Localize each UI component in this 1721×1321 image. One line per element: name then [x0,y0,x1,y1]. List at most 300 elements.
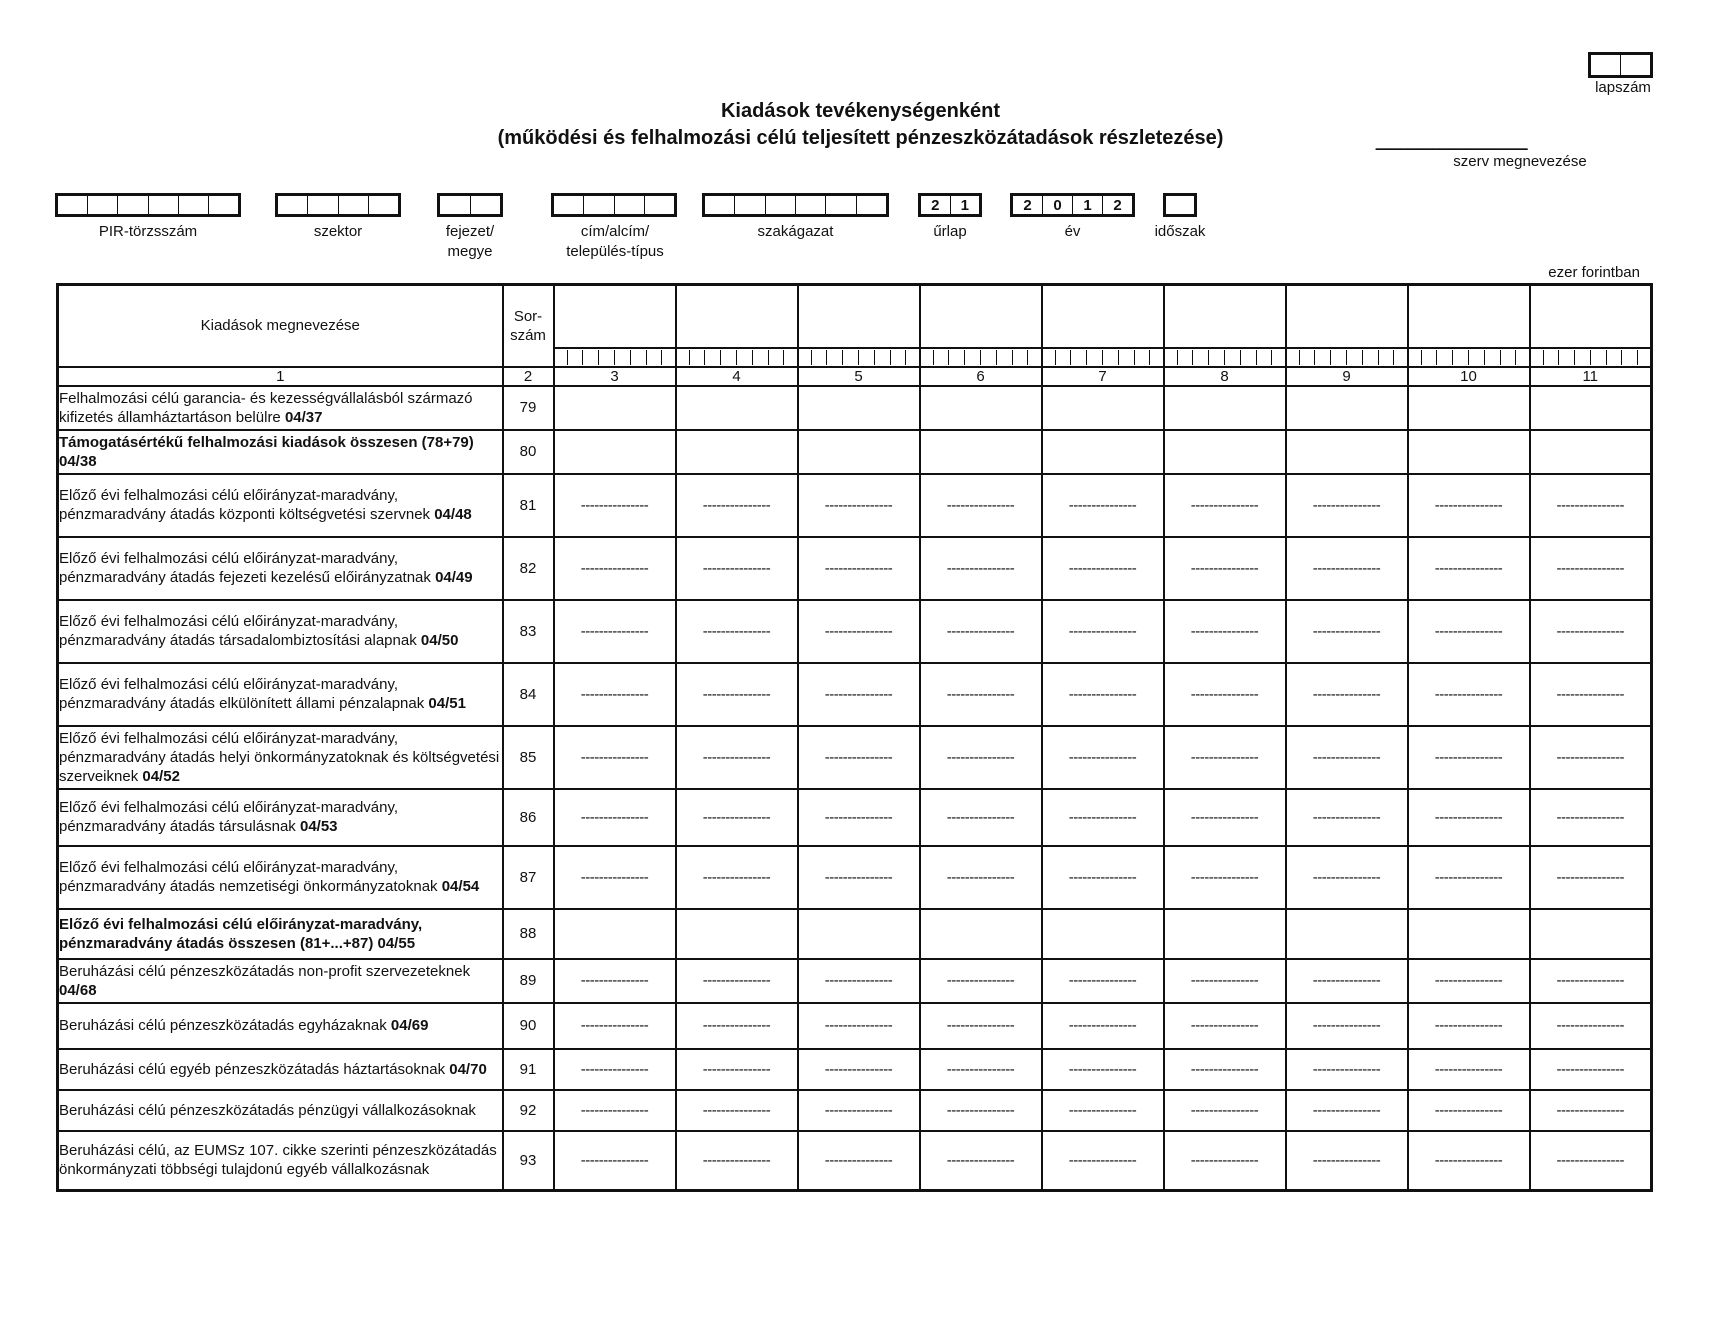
value-cell[interactable] [1042,386,1164,430]
table-row [58,386,1652,430]
header-blank-cell[interactable] [554,285,676,348]
disabled-cell: --------------- [676,1049,798,1090]
disabled-cell: --------------- [676,537,798,600]
row-code: 04/38 [59,452,97,470]
value-cell[interactable] [1530,386,1652,430]
fejezet-label [420,222,520,262]
column-number: 5 [798,367,920,386]
value-cell[interactable] [920,430,1042,474]
row-code: 04/70 [449,1060,487,1078]
row-number: 90 [503,1003,554,1049]
disabled-cell: --------------- [1042,1131,1164,1191]
value-cell[interactable] [1408,430,1530,474]
pir-digit [179,196,209,214]
row-text: Felhalmozási célú garancia- és kezességvállalásból származó kifizetés államháztartáson belülre [59,389,473,426]
disabled-cell: --------------- [920,663,1042,726]
value-cell[interactable] [1042,909,1164,959]
row-label [58,1003,503,1049]
row-text: Beruházási célú egyéb pénzeszközátadás háztartásoknak [59,1060,446,1078]
disabled-cell: --------------- [798,726,920,789]
row-text: Előző évi felhalmozási célú előirányzat-maradvány, pénzmaradvány átadás összesen (81+...+87) [59,915,423,952]
row-label [58,386,503,430]
value-cell[interactable] [1164,386,1286,430]
value-cell[interactable] [1530,430,1652,474]
table-row [58,1049,1652,1090]
fejezet-boxes[interactable] [437,193,503,217]
column-code-cell[interactable] [1042,348,1164,367]
disabled-cell: --------------- [920,600,1042,663]
ev-label: év [1064,223,1081,240]
disabled-cell: --------------- [676,474,798,537]
pir-digit [118,196,148,214]
row-label [58,789,503,846]
urlap-boxes[interactable] [918,193,982,217]
disabled-cell: --------------- [554,1090,676,1131]
disabled-cell: --------------- [798,1003,920,1049]
column-number: 11 [1530,367,1652,386]
row-number: 89 [503,959,554,1003]
disabled-cell: --------------- [1530,789,1652,846]
disabled-cell: --------------- [920,846,1042,909]
idoszak-digit [1166,196,1194,214]
row-label [58,846,503,909]
szakagazat-digit [766,196,796,214]
disabled-cell: --------------- [1286,789,1408,846]
pir-digit [149,196,179,214]
disabled-cell: --------------- [554,1131,676,1191]
disabled-cell: --------------- [1164,1090,1286,1131]
disabled-cell: --------------- [920,959,1042,1003]
value-cell[interactable] [676,430,798,474]
szakagazat-boxes[interactable] [702,193,889,217]
value-cell[interactable] [1408,909,1530,959]
disabled-cell: --------------- [1286,1131,1408,1191]
table-row [58,1131,1652,1191]
column-code-cell[interactable] [1408,348,1530,367]
value-cell[interactable] [798,909,920,959]
disabled-cell: --------------- [1042,789,1164,846]
fejezet-label-line2: megye [447,243,493,260]
row-code: 04/49 [435,569,473,586]
row-text: Előző évi felhalmozási célú előirányzat-maradvány, pénzmaradvány átadás központi költségvetési szervnek [59,487,431,523]
code-tick-boxes [1177,350,1273,365]
row-label [58,430,503,474]
szakagazat-digit [705,196,735,214]
code-tick-boxes [689,350,785,365]
code-tick-boxes [811,350,907,365]
disabled-cell: --------------- [1408,726,1530,789]
disabled-cell: --------------- [920,474,1042,537]
pir-label: PIR-törzsszám [98,223,198,240]
row-text: Beruházási célú pénzeszközátadás egyházaknak [59,1017,387,1034]
disabled-cell: --------------- [1286,1090,1408,1131]
disabled-cell: --------------- [1408,846,1530,909]
table-row [58,600,1652,663]
row-text: Támogatásértékű felhalmozási kiadások összesen (78+79) [59,433,474,451]
lapszam-digit [1621,55,1650,75]
expenditure-table [56,283,1653,1192]
disabled-cell: --------------- [1530,600,1652,663]
value-cell[interactable] [920,386,1042,430]
disabled-cell: --------------- [798,959,920,1003]
row-code: 04/54 [441,878,480,895]
szektor-digit [308,196,338,214]
table-row [58,537,1652,600]
column-code-cell[interactable] [1286,348,1408,367]
disabled-cell: --------------- [1408,1131,1530,1191]
row-number: 91 [503,1049,554,1090]
row-number: 86 [503,789,554,846]
szerv-dashes: ------------------------------------------------ [1375,140,1527,156]
value-cell[interactable] [676,909,798,959]
value-cell[interactable] [920,909,1042,959]
disabled-cell: --------------- [554,789,676,846]
ev-digit: 1 [1073,196,1103,214]
column-number: 8 [1164,367,1286,386]
disabled-cell: --------------- [798,663,920,726]
row-text: Előző évi felhalmozási célú előirányzat-maradvány, pénzmaradvány átadás nemzetiségi önkormányzatoknak [59,859,438,895]
header-sorszam [503,285,554,367]
value-cell[interactable] [1408,386,1530,430]
disabled-cell: --------------- [798,1090,920,1131]
table-row [58,1090,1652,1131]
row-text: Előző évi felhalmozási célú előirányzat-maradvány, pénzmaradvány átadás fejezeti kezelésű előirányzatnak [59,550,431,586]
code-tick-boxes [933,350,1029,365]
szektor-digit [369,196,398,214]
row-code: 04/53 [299,818,338,835]
disabled-cell: --------------- [798,1049,920,1090]
table-row [58,430,1652,474]
disabled-cell: --------------- [676,959,798,1003]
disabled-cell: --------------- [1530,1090,1652,1131]
row-text: Előző évi felhalmozási célú előirányzat-maradvány, pénzmaradvány átadás társulásnak [59,799,399,835]
disabled-cell: --------------- [798,537,920,600]
unit-label: ezer forintban [1548,264,1640,281]
disabled-cell: --------------- [1408,600,1530,663]
header-blank-cell[interactable] [676,285,798,348]
column-number: 9 [1286,367,1408,386]
disabled-cell: --------------- [1042,846,1164,909]
row-label [58,726,503,789]
row-number: 82 [503,537,554,600]
disabled-cell: --------------- [1530,537,1652,600]
disabled-cell: --------------- [1408,537,1530,600]
disabled-cell: --------------- [1164,726,1286,789]
disabled-cell: --------------- [920,537,1042,600]
disabled-cell: --------------- [920,1090,1042,1131]
row-code: 04/51 [428,695,466,712]
row-code: 04/48 [434,506,472,523]
disabled-cell: --------------- [1408,663,1530,726]
disabled-cell: --------------- [676,600,798,663]
disabled-cell: --------------- [1530,726,1652,789]
header-name: Kiadások megnevezése [58,285,503,367]
code-tick-boxes [1055,350,1151,365]
disabled-cell: --------------- [920,1003,1042,1049]
column-number: 7 [1042,367,1164,386]
column-number: 10 [1408,367,1530,386]
table-row [58,789,1652,846]
idoszak-boxes[interactable] [1163,193,1197,217]
urlap-digit: 2 [921,196,951,214]
row-label [58,474,503,537]
code-tick-boxes [567,350,663,365]
cim-digit [584,196,614,214]
disabled-cell: --------------- [1042,537,1164,600]
row-label [58,1131,503,1191]
value-cell[interactable] [1286,909,1408,959]
lapszam-boxes[interactable] [1588,52,1653,78]
disabled-cell: --------------- [1164,1049,1286,1090]
disabled-cell: --------------- [554,726,676,789]
header-blank-cell[interactable] [1042,285,1164,348]
szektor-digit [339,196,369,214]
disabled-cell: --------------- [1164,846,1286,909]
header-blank-cell[interactable] [798,285,920,348]
disabled-cell: --------------- [1408,1003,1530,1049]
disabled-cell: --------------- [1408,474,1530,537]
disabled-cell: --------------- [920,726,1042,789]
row-code: 04/52 [142,767,180,785]
disabled-cell: --------------- [1286,846,1408,909]
urlap-label: űrlap [933,223,967,240]
value-cell[interactable] [1164,430,1286,474]
disabled-cell: --------------- [1164,789,1286,846]
disabled-cell: --------------- [1408,959,1530,1003]
cim-digit [645,196,674,214]
value-cell[interactable] [1530,909,1652,959]
disabled-cell: --------------- [1042,1049,1164,1090]
column-number: 1 [58,367,503,386]
ev-digit: 0 [1043,196,1073,214]
disabled-cell: --------------- [798,474,920,537]
header-blank-cell[interactable] [920,285,1042,348]
cim-digit [615,196,645,214]
row-text: Beruházási célú pénzeszközátadás non-profit szervezeteknek [59,962,471,980]
code-tick-boxes [1299,350,1395,365]
disabled-cell: --------------- [798,846,920,909]
disabled-cell: --------------- [554,600,676,663]
disabled-cell: --------------- [554,1049,676,1090]
page-title: Kiadások tevékenységenként [720,100,1001,122]
pir-digit [88,196,118,214]
table-row [58,959,1652,1003]
header-blank-cell[interactable] [1530,285,1652,348]
row-number: 80 [503,430,554,474]
header-blank-cell[interactable] [1164,285,1286,348]
disabled-cell: --------------- [1286,959,1408,1003]
disabled-cell: --------------- [1286,600,1408,663]
disabled-cell: --------------- [1286,1003,1408,1049]
pir-boxes[interactable] [55,193,241,217]
row-number: 79 [503,386,554,430]
disabled-cell: --------------- [1530,846,1652,909]
disabled-cell: --------------- [1286,537,1408,600]
ev-digit: 2 [1113,196,1122,214]
column-code-cell[interactable] [1164,348,1286,367]
disabled-cell: --------------- [676,789,798,846]
row-code: 04/37 [284,408,323,426]
disabled-cell: --------------- [676,663,798,726]
lapszam-label: lapszám [1595,79,1651,96]
disabled-cell: --------------- [1042,663,1164,726]
disabled-cell: --------------- [1164,600,1286,663]
disabled-cell: --------------- [554,537,676,600]
szektor-digit [278,196,308,214]
disabled-cell: --------------- [1530,1131,1652,1191]
disabled-cell: --------------- [554,663,676,726]
disabled-cell: --------------- [1530,1003,1652,1049]
header-sor-line2: szám [510,326,546,344]
row-number: 85 [503,726,554,789]
lapszam-digit [1591,55,1621,75]
szakagazat-digit [796,196,826,214]
column-number: 3 [554,367,676,386]
table-row [58,846,1652,909]
value-cell[interactable] [1042,430,1164,474]
row-code: 04/50 [420,632,459,649]
code-tick-boxes [1421,350,1517,365]
row-number: 81 [503,474,554,537]
value-cell[interactable] [676,386,798,430]
row-label [58,959,503,1003]
row-text: Beruházási célú pénzeszközátadás pénzügyi vállalkozásoknak [59,1101,476,1119]
disabled-cell: --------------- [1164,959,1286,1003]
column-number: 6 [920,367,1042,386]
disabled-cell: --------------- [1164,1003,1286,1049]
disabled-cell: --------------- [1164,537,1286,600]
fejezet-label-line1: fejezet/ [445,223,495,240]
row-number: 88 [503,909,554,959]
row-code: 04/68 [59,981,97,999]
disabled-cell: --------------- [1042,474,1164,537]
table-row [58,1003,1652,1049]
szektor-boxes[interactable] [275,193,401,217]
page-subtitle: (működési és felhalmozási célú teljesített pénzeszközátadások részletezése) [497,127,1224,149]
row-number: 92 [503,1090,554,1131]
szakagazat-digit [735,196,765,214]
table-row [58,909,1652,959]
disabled-cell: --------------- [554,1003,676,1049]
szakagazat-digit [857,196,886,214]
cim-label [540,222,690,262]
disabled-cell: --------------- [1530,474,1652,537]
column-code-cell[interactable] [920,348,1042,367]
row-number: 87 [503,846,554,909]
column-code-cell[interactable] [798,348,920,367]
header-sor-line1: Sor- [513,307,543,325]
value-cell[interactable] [1286,430,1408,474]
code-tick-boxes [1543,350,1639,365]
disabled-cell: --------------- [676,1090,798,1131]
header-blank-cell[interactable] [1408,285,1530,348]
disabled-cell: --------------- [798,1131,920,1191]
value-cell[interactable] [554,386,676,430]
row-number: 84 [503,663,554,726]
disabled-cell: --------------- [676,1003,798,1049]
header-blank-cell[interactable] [1286,285,1408,348]
disabled-cell: --------------- [676,846,798,909]
value-cell[interactable] [798,430,920,474]
row-text: Előző évi felhalmozási célú előirányzat-maradvány, pénzmaradvány átadás társadalombiztosítási alapnak [59,613,417,649]
row-code: 04/69 [390,1017,429,1034]
row-text: Előző évi felhalmozási célú előirányzat-maradvány, pénzmaradvány átadás helyi önkormányzatoknak és költségvetési szerveiknek [59,729,500,785]
disabled-cell: --------------- [1042,959,1164,1003]
ev-digit: 2 [1013,196,1043,214]
column-number: 4 [676,367,798,386]
disabled-cell: --------------- [1164,1131,1286,1191]
disabled-cell: --------------- [1530,1049,1652,1090]
urlap-digit: 1 [960,196,969,214]
row-text: Beruházási célú, az EUMSz 107. cikke szerinti pénzeszközátadás önkormányzati többségi tulajdonú egyéb vállalkozásnak [59,1142,497,1179]
disabled-cell: --------------- [798,600,920,663]
value-cell[interactable] [798,386,920,430]
disabled-cell: --------------- [1286,1049,1408,1090]
disabled-cell: --------------- [1286,726,1408,789]
disabled-cell: --------------- [676,1131,798,1191]
row-label [58,537,503,600]
table-row [58,663,1652,726]
row-label [58,600,503,663]
cim-digit [554,196,584,214]
disabled-cell: --------------- [920,1131,1042,1191]
cim-label-line2: település-típus [566,243,664,260]
value-cell[interactable] [1164,909,1286,959]
szektor-label: szektor [313,223,363,240]
disabled-cell: --------------- [1042,1003,1164,1049]
disabled-cell: --------------- [1408,1090,1530,1131]
fejezet-digit [440,196,471,214]
value-cell[interactable] [554,909,676,959]
disabled-cell: --------------- [1408,789,1530,846]
column-code-cell[interactable] [1530,348,1652,367]
table-row [58,726,1652,789]
szakagazat-label: szakágazat [757,223,834,240]
disabled-cell: --------------- [554,959,676,1003]
row-text: Előző évi felhalmozási célú előirányzat-maradvány, pénzmaradvány átadás elkülönített állami pénzalapnak [59,676,425,712]
row-number: 83 [503,600,554,663]
row-label [58,663,503,726]
value-cell[interactable] [554,430,676,474]
disabled-cell: --------------- [920,1049,1042,1090]
ev-boxes[interactable] [1010,193,1135,217]
disabled-cell: --------------- [1286,474,1408,537]
value-cell[interactable] [1286,386,1408,430]
disabled-cell: --------------- [798,789,920,846]
disabled-cell: --------------- [1286,663,1408,726]
disabled-cell: --------------- [554,846,676,909]
szerv-label: szerv megnevezése [1453,153,1587,170]
column-code-cell[interactable] [676,348,798,367]
disabled-cell: --------------- [554,474,676,537]
disabled-cell: --------------- [1042,600,1164,663]
cim-boxes[interactable] [551,193,677,217]
disabled-cell: --------------- [1530,663,1652,726]
row-label [58,1090,503,1131]
column-code-cell[interactable] [554,348,676,367]
disabled-cell: --------------- [920,789,1042,846]
disabled-cell: --------------- [1408,1049,1530,1090]
row-code: 04/55 [377,934,416,952]
disabled-cell: --------------- [1042,726,1164,789]
column-number: 2 [503,367,554,386]
disabled-cell: --------------- [1530,959,1652,1003]
idoszak-label: időszak [1154,223,1206,240]
disabled-cell: --------------- [1164,474,1286,537]
pir-digit [58,196,88,214]
disabled-cell: --------------- [1042,1090,1164,1131]
disabled-cell: --------------- [1164,663,1286,726]
